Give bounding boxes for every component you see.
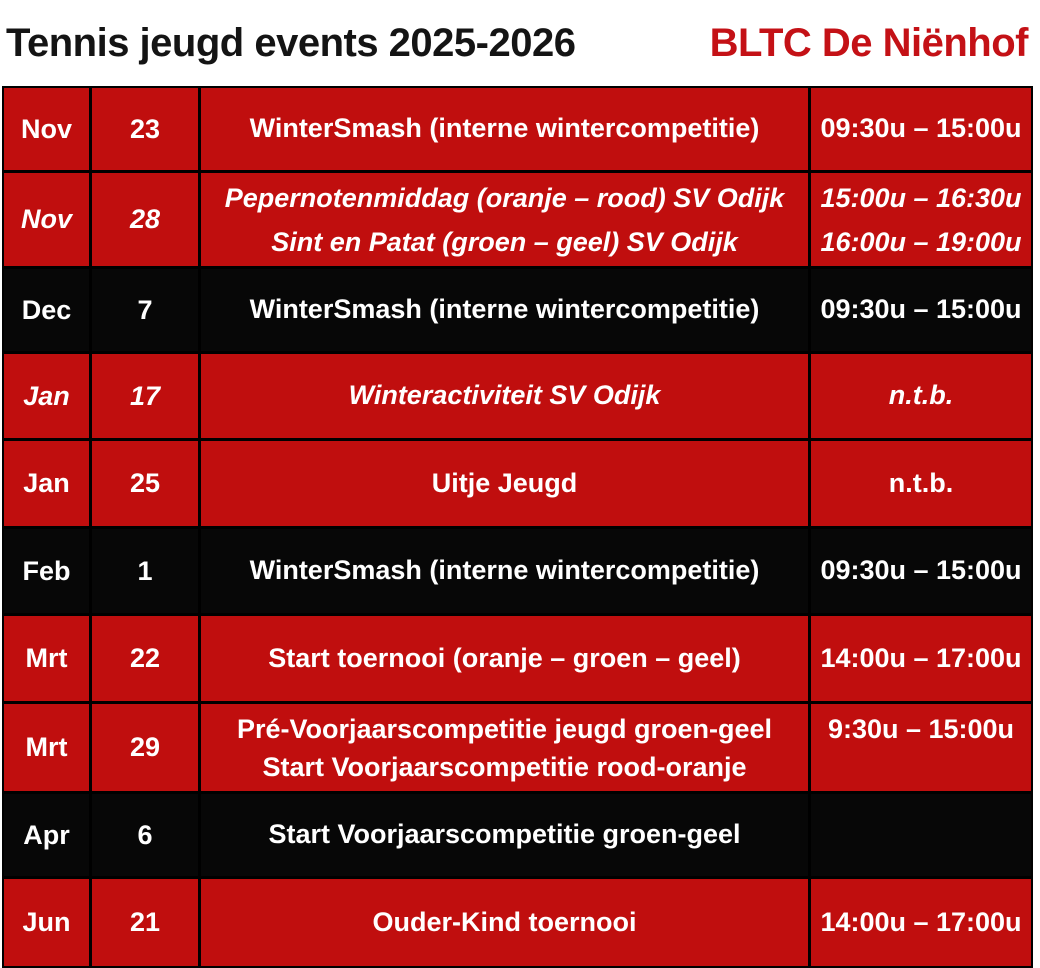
event-line: Pré-Voorjaarscompetitie jeugd groen-geel — [236, 714, 773, 744]
event-row — [4, 791, 1031, 876]
time-cell — [808, 704, 1031, 791]
event-row — [4, 266, 1031, 351]
event-line: Start Voorjaarscompetitie groen-geel — [268, 819, 741, 850]
day-cell: 23 — [89, 88, 198, 170]
event-line: Uitje Jeugd — [431, 467, 578, 498]
event-cell — [198, 173, 808, 266]
time-line: 16:00u – 19:00u — [820, 226, 1022, 257]
time-line: 9:30u – 15:00u — [827, 714, 1015, 744]
event-row — [4, 351, 1031, 438]
time-line: 09:30u – 15:00u — [820, 294, 1022, 325]
event-row — [4, 613, 1031, 701]
day-cell: 17 — [89, 354, 198, 438]
event-line: WinterSmash (interne wintercompetitie) — [249, 294, 760, 325]
event-cell — [198, 616, 808, 701]
time-line: 14:00u – 17:00u — [820, 642, 1022, 673]
day-cell: 1 — [89, 529, 198, 613]
event-line: WinterSmash (interne wintercompetitie) — [249, 113, 760, 144]
event-cell — [198, 529, 808, 613]
event-line: Sint en Patat (groen – geel) SV Odijk — [271, 226, 738, 257]
month-cell: Nov — [20, 113, 72, 144]
day-cell: 25 — [89, 441, 198, 526]
month-cell: Feb — [22, 555, 71, 586]
time-line: n.t.b. — [888, 380, 954, 411]
event-cell — [198, 354, 808, 438]
event-cell — [198, 88, 808, 170]
event-cell — [198, 269, 808, 351]
month-cell: Jun — [22, 907, 71, 937]
time-cell — [808, 616, 1031, 701]
event-line: Ouder-Kind toernooi — [372, 906, 637, 937]
time-line: 09:30u – 15:00u — [820, 113, 1022, 144]
month-cell: Jan — [23, 468, 70, 498]
event-cell — [198, 794, 808, 876]
event-row — [4, 526, 1031, 613]
page-header — [0, 0, 1040, 86]
event-line: Start toernooi (oranje – groen – geel) — [268, 642, 741, 673]
club-name: BLTC De Niënhof — [709, 20, 1028, 65]
time-cell — [808, 529, 1031, 613]
time-cell — [808, 441, 1031, 526]
time-line: 15:00u – 16:30u — [820, 183, 1022, 213]
day-cell: 7 — [89, 269, 198, 351]
month-cell: Dec — [21, 294, 72, 325]
event-cell — [198, 441, 808, 526]
time-cell — [808, 354, 1031, 438]
time-line: 14:00u – 17:00u — [820, 906, 1022, 937]
time-cell — [808, 794, 1031, 876]
event-line: Pepernotenmiddag (oranje – rood) SV Odijk — [224, 183, 785, 213]
event-cell — [198, 879, 808, 966]
event-row — [4, 438, 1031, 526]
events-table — [2, 86, 1033, 968]
event-row — [4, 701, 1031, 791]
event-row — [4, 88, 1031, 170]
time-cell — [808, 88, 1031, 170]
time-cell — [808, 269, 1031, 351]
time-cell — [808, 879, 1031, 966]
event-line: Winteractiviteit SV Odijk — [348, 380, 661, 411]
month-cell: Jan — [23, 380, 70, 411]
event-row — [4, 876, 1031, 966]
page-title: Tennis jeugd events 2025-2026 — [6, 20, 576, 65]
month-cell: Apr — [23, 819, 70, 850]
month-cell: Mrt — [25, 732, 68, 762]
day-cell: 28 — [89, 173, 198, 266]
day-cell: 21 — [89, 879, 198, 966]
event-line: WinterSmash (interne wintercompetitie) — [249, 555, 760, 586]
time-line: 09:30u – 15:00u — [820, 555, 1022, 586]
event-line: Start Voorjaarscompetitie rood-oranje — [262, 751, 747, 782]
time-cell — [808, 173, 1031, 266]
month-cell: Mrt — [25, 643, 68, 673]
month-cell: Nov — [20, 204, 72, 234]
event-cell — [198, 704, 808, 791]
day-cell: 6 — [89, 794, 198, 876]
time-line: n.t.b. — [888, 467, 954, 498]
day-cell: 22 — [89, 616, 198, 701]
event-row — [4, 170, 1031, 266]
day-cell: 29 — [89, 704, 198, 791]
